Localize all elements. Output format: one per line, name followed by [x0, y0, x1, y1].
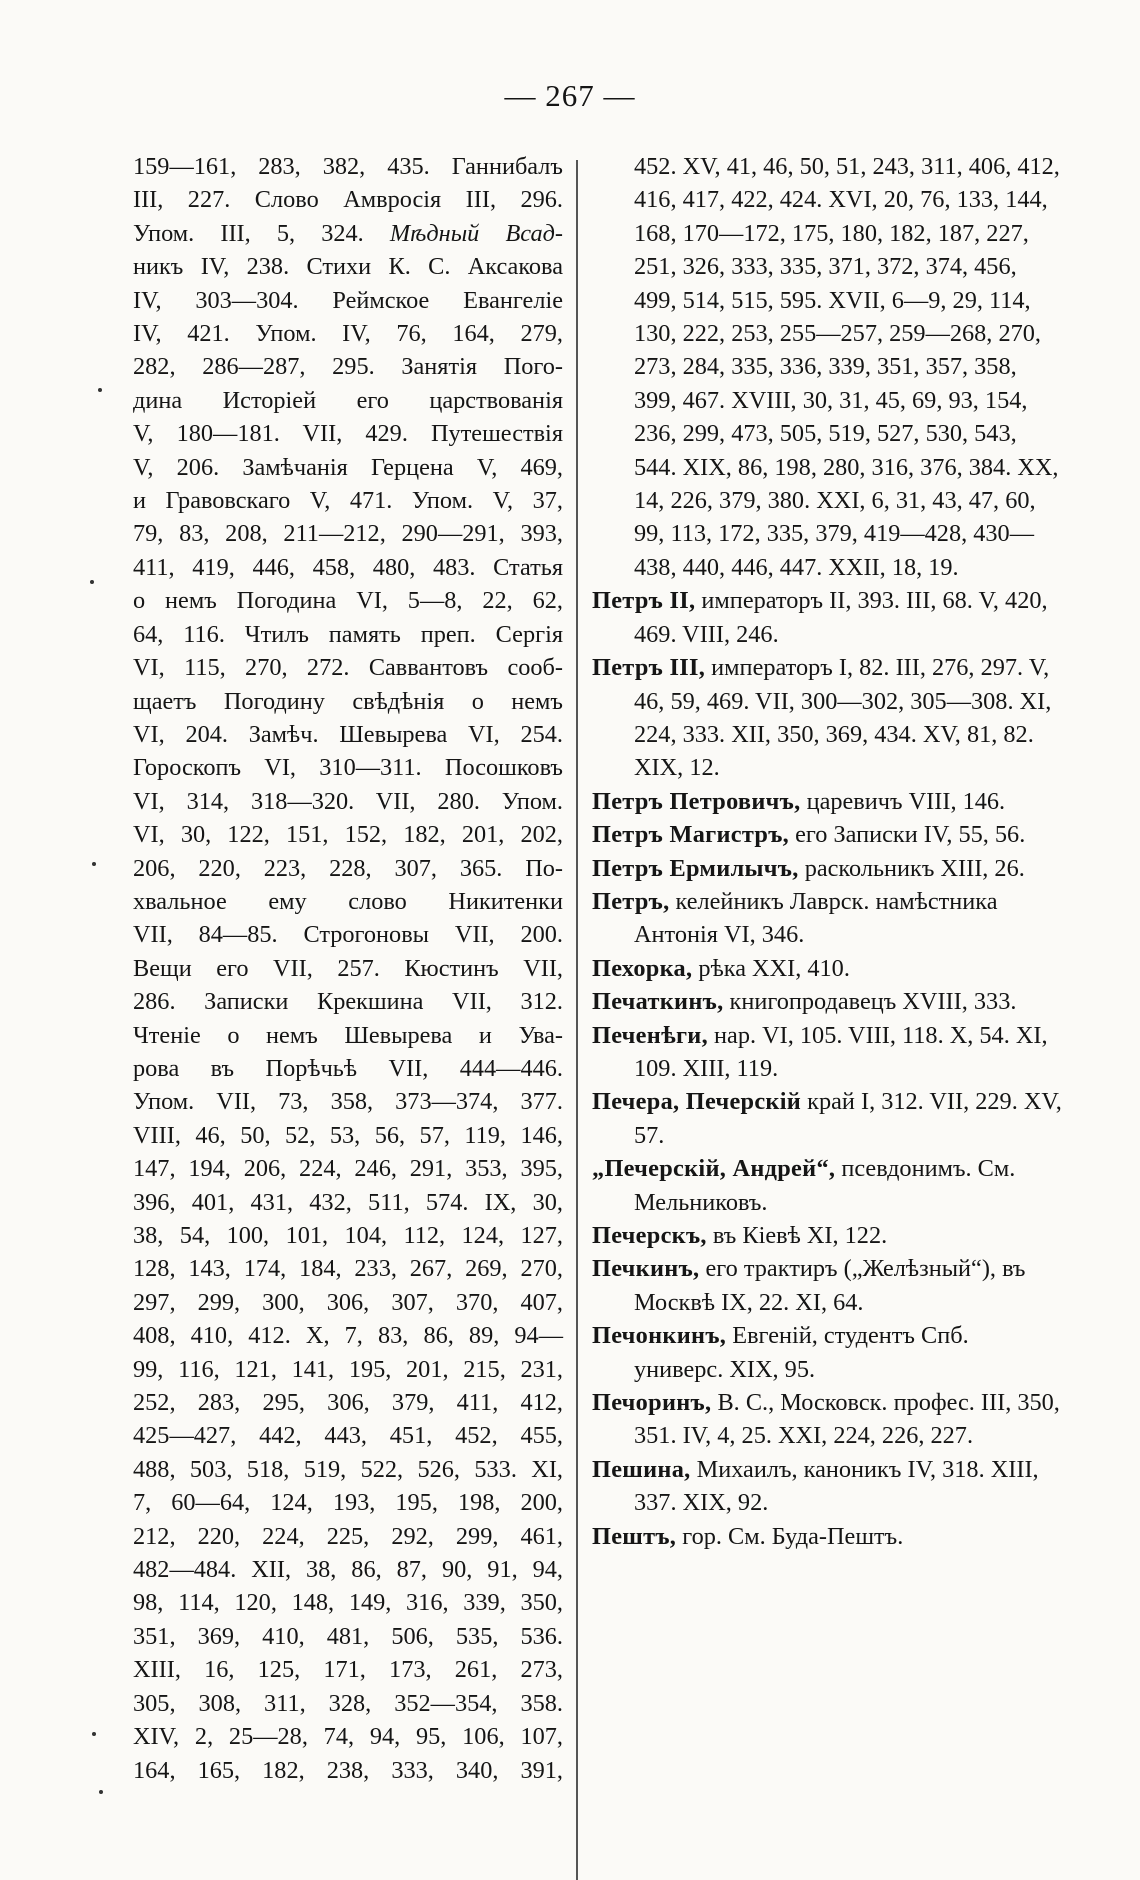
entry-text: Михаилъ, каноникъ IV, 318. XIII, 337. XIX, 92.: [634, 1455, 1039, 1517]
entry-heading: Печаткинъ,: [592, 988, 724, 1016]
margin-mark: [98, 388, 102, 392]
entry-text: императоръ II, 393. III, 68. V, 420, 469. VIII, 246.: [634, 587, 1048, 648]
text-line: 128, 143, 174, 184, 233, 267, 269, 270,: [133, 1255, 563, 1283]
italic-title: Мѣдный Всад-: [363, 219, 563, 247]
text-line: 147, 194, 206, 224, 246, 291, 353, 395,: [133, 1155, 563, 1183]
entry-heading: Печонкинъ,: [592, 1322, 727, 1350]
index-entry: [592, 852, 1062, 885]
left-column: [133, 150, 563, 1787]
text-line: 351, 369, 410, 481, 506, 535, 536.: [133, 1622, 563, 1650]
index-entry: [592, 1152, 1062, 1219]
text-line: 425—427, 442, 443, 451, 452, 455,: [133, 1422, 563, 1450]
text-line: хвальное ему слово Никитенки: [133, 887, 563, 915]
entry-text: его трактиръ („Желѣзный“), въ Москвѣ IX, 22. XI, 64.: [634, 1255, 1026, 1316]
text-line: 7, 60—64, 124, 193, 195, 198, 200,: [133, 1489, 563, 1517]
text-line: 408, 410, 412. X, 7, 83, 86, 89, 94—: [133, 1322, 563, 1350]
entry-heading: Петръ Петровичъ,: [592, 787, 801, 815]
entry-heading: Петръ Ермилычъ,: [592, 854, 799, 882]
entry-text: край I, 312. VII, 229. XV, 57.: [634, 1088, 1062, 1149]
index-entry: [592, 1219, 1062, 1252]
text-line: рова въ Порѣчьѣ VII, 444—446.: [133, 1054, 563, 1082]
text-line: VIII, 46, 50, 52, 53, 56, 57, 119, 146,: [133, 1121, 563, 1149]
text-line: дина Исторіей его царствованія: [133, 386, 563, 414]
entry-text: книгопродавецъ XVIII, 333.: [723, 988, 1017, 1016]
index-entry: [592, 985, 1062, 1018]
margin-mark: [90, 580, 94, 584]
text-line: Упом. VII, 73, 358, 373—374, 377.: [133, 1088, 563, 1116]
text-line: V, 180—181. VII, 429. Путешествія: [133, 420, 563, 448]
entry-heading: Петръ II,: [592, 587, 696, 615]
text-line: Упом. III, 5, 324. Мѣдный Всад-: [133, 219, 563, 247]
text-line: VI, 204. Замѣч. Шевырева VI, 254.: [133, 720, 563, 748]
text-line: V, 206. Замѣчанія Герцена V, 469,: [133, 453, 563, 481]
entry-heading: Печерскъ,: [592, 1222, 707, 1249]
text-line: 411, 419, 446, 458, 480, 483. Статья: [133, 553, 563, 581]
entry-text: его Записки IV, 55, 56.: [789, 821, 1026, 849]
text-line: Чтеніе о немъ Шевырева и Ува-: [133, 1021, 563, 1049]
index-entry: [592, 1019, 1062, 1086]
entry-text: рѣка XXI, 410.: [692, 954, 850, 982]
page-number: — 267 —: [504, 78, 636, 113]
entry-heading: Петръ III,: [592, 654, 706, 682]
entry-text: нар. VI, 105. VIII, 118. X, 54. XI, 109. XIII, 119.: [634, 1021, 1048, 1082]
text-line: VI, 314, 318—320. VII, 280. Упом.: [133, 787, 563, 815]
entry-heading: Печоринъ,: [592, 1389, 712, 1417]
entry-text: гор. См. Буда-Пештъ.: [676, 1522, 904, 1550]
text-line: Гороскопъ VI, 310—311. Посошковъ: [133, 754, 563, 782]
text-line: 212, 220, 224, 225, 292, 299, 461,: [133, 1522, 563, 1550]
index-entry: [592, 785, 1062, 818]
text-line: 482—484. XII, 38, 86, 87, 90, 91, 94,: [133, 1556, 563, 1584]
text-line: 488, 503, 518, 519, 522, 526, 533. XI,: [133, 1455, 563, 1483]
entry-text: Евгеній, студентъ Спб. универс. XIX, 95.: [634, 1322, 969, 1383]
index-entry: [592, 818, 1062, 851]
index-entries: [592, 584, 1062, 1553]
entry-heading: Пехорка,: [592, 954, 693, 982]
text-line: 396, 401, 431, 432, 511, 574. IX, 30,: [133, 1188, 563, 1216]
index-entry: [592, 885, 1062, 952]
entry-heading: Печкинъ,: [592, 1255, 700, 1283]
index-entry: [592, 651, 1062, 785]
text-line: III, 227. Слово Амвросія III, 296.: [133, 186, 563, 214]
entry-heading: Печера, Печерскій: [592, 1088, 802, 1116]
text-line: VI, 30, 122, 151, 152, 182, 201, 202,: [133, 821, 563, 849]
text-line: никъ IV, 238. Стихи К. С. Аксакова: [133, 253, 563, 281]
index-entry: [592, 1453, 1062, 1520]
text-line: о немъ Погодина VI, 5—8, 22, 62,: [133, 587, 563, 615]
text-line: XIV, 2, 25—28, 74, 94, 95, 106, 107,: [133, 1723, 563, 1751]
text-line: 297, 299, 300, 306, 307, 370, 407,: [133, 1288, 563, 1316]
text-line: 305, 308, 311, 328, 352—354, 358.: [133, 1689, 563, 1717]
text-line: щаетъ Погодину свѣдѣнія о немъ: [133, 687, 563, 715]
text-line: Вещи его VII, 257. Кюстинъ VII,: [133, 954, 563, 982]
text-line: 64, 116. Чтилъ память преп. Сергія: [133, 620, 563, 648]
text-line: XIII, 16, 125, 171, 173, 261, 273,: [133, 1656, 563, 1684]
text-line: VII, 84—85. Строгоновы VII, 200.: [133, 921, 563, 949]
entry-text: царевичъ VIII, 146.: [800, 787, 1006, 815]
text-line: 98, 114, 120, 148, 149, 316, 339, 350,: [133, 1589, 563, 1617]
index-entry: [592, 1252, 1062, 1319]
right-column: [592, 150, 1062, 1553]
text-line: 99, 116, 121, 141, 195, 201, 215, 231,: [133, 1355, 563, 1383]
entry-text: псевдонимъ. См. Мельниковъ.: [634, 1155, 1016, 1216]
index-entry: [592, 1085, 1062, 1152]
text-line: и Гравовскаго V, 471. Упом. V, 37,: [133, 487, 563, 515]
entry-heading: Петръ Магистръ,: [592, 821, 790, 849]
text-line: 286. Записки Крекшина VII, 312.: [133, 988, 563, 1016]
text-line: 79, 83, 208, 211—212, 290—291, 393,: [133, 520, 563, 548]
entry-text: императоръ I, 82. III, 276, 297. V, 46, 59, 469. VII, 300—302, 305—308. XI, 224, 333. XII, 350, 369, 434. XV, 81, 82. XIX, 12.: [634, 654, 1052, 782]
entry-text: В. С., Московск. профес. III, 350, 351. IV, 4, 25. XXI, 224, 226, 227.: [634, 1389, 1060, 1450]
entry-text: келейникъ Лаврск. намѣстника Антонія VI, 346.: [634, 887, 998, 949]
text-line: IV, 303—304. Реймское Евангеліе: [133, 286, 563, 314]
text-line: 206, 220, 223, 228, 307, 365. По-: [133, 854, 563, 882]
margin-mark: [92, 1732, 96, 1736]
entry-heading: Пештъ,: [592, 1522, 677, 1550]
entry-text: въ Кіевѣ XI, 122.: [706, 1222, 888, 1249]
index-entry: [592, 1319, 1062, 1386]
entry-heading: Пешина,: [592, 1455, 691, 1483]
entry-heading: Печенѣги,: [592, 1021, 708, 1049]
text-line: 38, 54, 100, 101, 104, 112, 124, 127,: [133, 1222, 563, 1249]
margin-mark: [99, 1790, 103, 1794]
text-line: VI, 115, 270, 272. Саввантовъ сооб-: [133, 654, 563, 682]
index-entry: [592, 1520, 1062, 1553]
entry-heading: Петръ,: [592, 887, 670, 915]
column-divider: [576, 160, 578, 1880]
continued-entry: 452. XV, 41, 46, 50, 51, 243, 311, 406, 412, 416, 417, 422, 424. XVI, 20, 76, 133, 144, 168, 170—172, 175, 180, 182, 187, 227, 251, 326, 333, 335, 371, 372, 374, 456, 499, 514, 515, 595. XVII, 6—9, 29, 114, 130, 222, 253, 255—257, 259—268, 270, 273, 284, 335, 336, 339, 351, 357, 358, 399, 467. XVIII, 30, 31, 45, 69, 93, 154, 236, 299, 473, 505, 519, 527, 530, 543, 544. XIX, 86, 198, 280, 316, 376, 384. XX, 14, 226, 379, 380. XXI, 6, 31, 43, 47, 60, 99, 113, 172, 335, 379, 419—428, 430—438, 440, 446, 447. XXII, 18, 19.: [634, 153, 1060, 581]
entry-heading: „Печерскій, Андрей“,: [592, 1155, 836, 1183]
index-entry: [592, 584, 1062, 651]
text-line: IV, 421. Упом. IV, 76, 164, 279,: [133, 320, 563, 348]
text-line: 159—161, 283, 382, 435. Ганнибалъ: [133, 153, 563, 180]
text-line: 252, 283, 295, 306, 379, 411, 412,: [133, 1389, 563, 1417]
entry-text: раскольникъ XIII, 26.: [798, 854, 1025, 882]
text-line: 282, 286—287, 295. Занятія Пого-: [133, 353, 563, 381]
text-line: 164, 165, 182, 238, 333, 340, 391,: [133, 1756, 563, 1784]
index-entry: [592, 1386, 1062, 1453]
margin-mark: [92, 862, 96, 866]
index-entry: [592, 952, 1062, 985]
